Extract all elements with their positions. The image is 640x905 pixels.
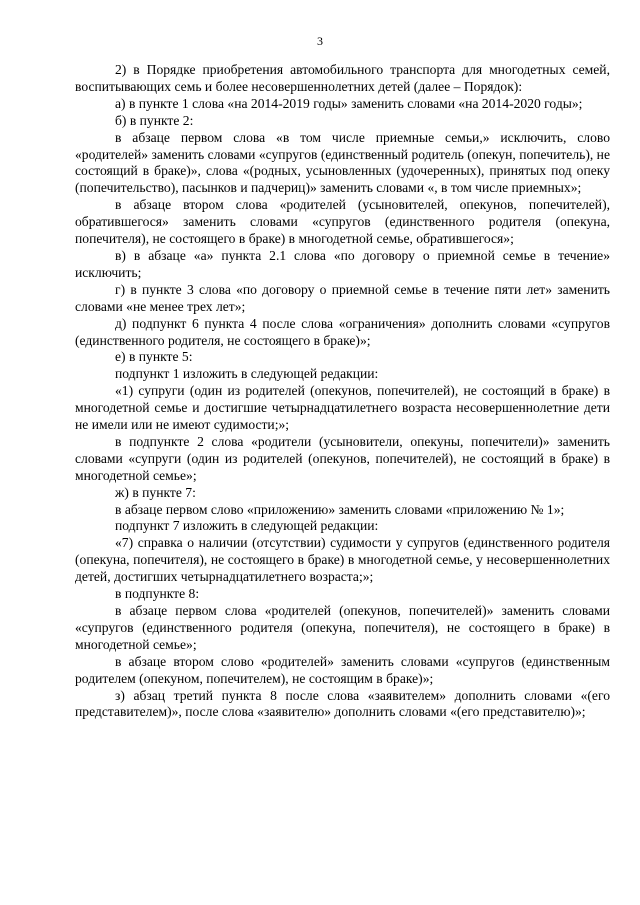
paragraph: в абзаце первом слова «родителей (опекунов, попечителей)» заменить словами «супругов (единственного родителя (опекуна, попечителя), не состоящего в браке) в многодетной семье»; [75, 603, 610, 652]
paragraph: в подпункте 2 слова «родители (усыновители, опекуны, попечители)» заменить словами «супруги (один из родителей (опекунов, попечителей), не состоящий в браке) в многодетной семье»; [75, 433, 610, 483]
document-body [75, 62, 610, 721]
paragraph: «1) супруги (один из родителей (опекунов, попечителей), не состоящий в браке) в многодетной семье и достигшие четырнадцатилетнего возраста несовершеннолетние дети не имели или не имеют судимости;»; [75, 383, 610, 433]
page-number: 3 [317, 34, 323, 48]
paragraph: д) подпункт 6 пункта 4 после слова «ограничения» дополнить словами «супругов (единственного родителя, не состоящего в браке)»; [75, 315, 610, 348]
paragraph: е) в пункте 5: [115, 349, 193, 365]
paragraph: в подпункте 8: [115, 586, 200, 602]
paragraph: а) в пункте 1 слова «на 2014-2019 годы» заменить словами «на 2014-2020 годы»; [115, 95, 583, 111]
paragraph: ж) в пункте 7: [115, 484, 196, 500]
paragraph: «7) справка о наличии (отсутствии) судимости у супругов (единственного родителя (опекуна, попечителя), не состоящего в браке) в многодетной семье, у несовершеннолетних детей, достигших четырнадцатилетнего возраста;»; [75, 535, 610, 585]
paragraph: подпункт 1 изложить в следующей редакции: [115, 366, 379, 382]
paragraph: з) абзац третий пункта 8 после слова «заявителем» дополнить словами «(его представителем)», после слова «заявителю» дополнить словами «(его представителю)»; [75, 687, 610, 720]
paragraph: г) в пункте 3 слова «по договору о приемной семье в течение пяти лет» заменить словами «не менее трех лет»; [75, 281, 610, 314]
paragraph: подпункт 7 изложить в следующей редакции: [115, 518, 379, 534]
paragraph: в) в абзаце «а» пункта 2.1 слова «по договору о приемной семье в течение» исключить; [75, 247, 610, 280]
paragraph: в абзаце первом слово «приложению» заменить словами «приложению № 1»; [115, 501, 565, 517]
paragraph: б) в пункте 2: [115, 112, 194, 128]
paragraph: в абзаце первом слова «в том числе приемные семьи,» исключить, слово «родителей» заменить словами «супругов (единственный родитель (опекун, попечитель), не состоящий в браке)», слова «(родных, усыновленных (удочеренных), принятых под опеку (попечительство), пасынков и падчериц)» заменить словами «, в том числе приемных»; [75, 129, 610, 196]
paragraph: 2) в Порядке приобретения автомобильного транспорта для многодетных семей, воспитывающих семь и более несовершеннолетних детей (далее – Порядок): [75, 62, 610, 94]
paragraph: в абзаце втором слово «родителей» заменить словами «супругов (единственным родителем (опекуном, попечителем), не состоящим в браке)»; [75, 653, 610, 686]
paragraph: в абзаце втором слова «родителей (усыновителей, опекунов, попечителей), обратившегося» заменить словами «супругов (единственного родителя (опекуна, попечителя), не состоящего в браке) в многодетной семье, обратившегося»; [75, 197, 610, 247]
